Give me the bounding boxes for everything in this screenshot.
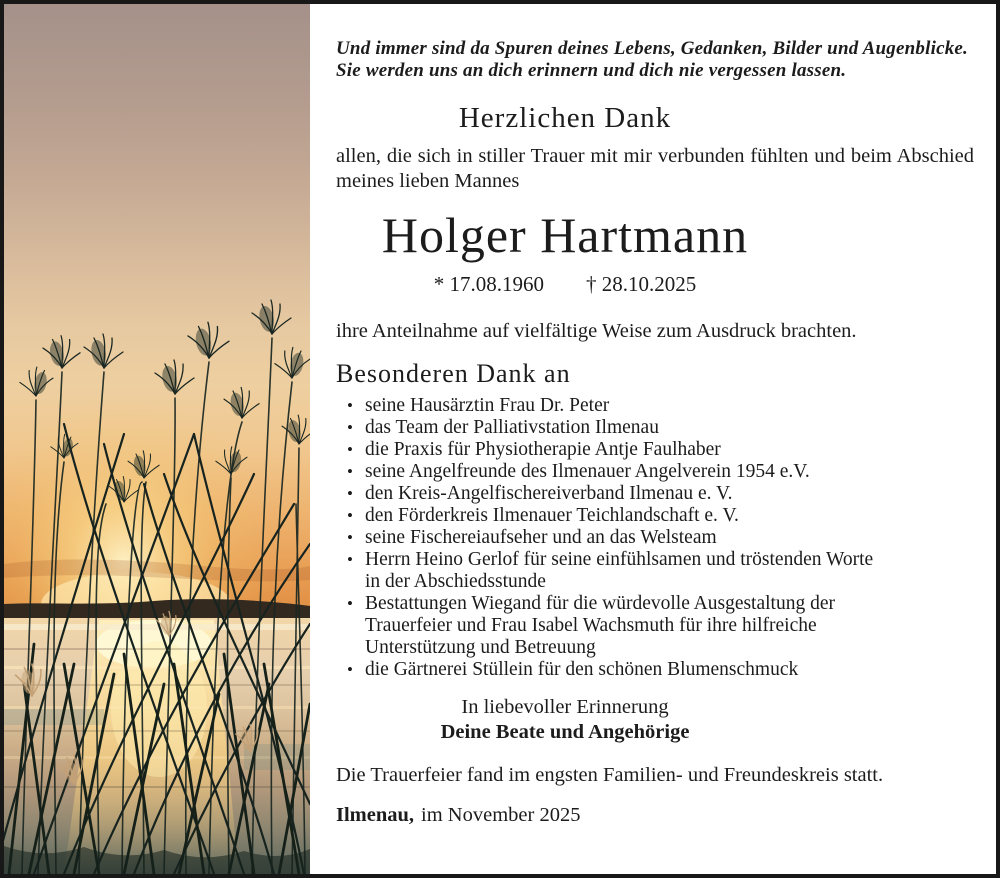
deceased-name: Holger Hartmann	[381, 207, 749, 263]
birth-date: * 17.08.1960	[433, 272, 544, 296]
family-line: Deine Beate und Angehörige	[440, 721, 690, 743]
place-name: Ilmenau,	[336, 804, 415, 826]
thanks-list-item: • die Praxis für Physiotherapie Antje Faulhaber	[347, 439, 876, 461]
thanks-list-item: • das Team der Palliativstation Ilmenau	[347, 417, 876, 439]
thanks-list-item: • seine Hausärztin Frau Dr. Peter	[347, 395, 876, 417]
life-dates	[336, 272, 794, 296]
sunset-reeds-photo	[4, 4, 310, 874]
outro-paragraph: ihre Anteilnahme auf vielfältige Weise zum Ausdruck brachten.	[336, 320, 857, 342]
date-line: im November 2025	[421, 804, 581, 826]
notice-content	[310, 4, 996, 874]
sunset-reeds-photo-svg	[4, 4, 310, 874]
place-date-line	[336, 803, 974, 828]
quote-line-2: Sie werden uns an dich erinnern und dich nie vergessen lassen.	[336, 60, 847, 81]
opening-quote	[336, 38, 974, 82]
thanks-list-item: • den Förderkreis Ilmenauer Teichlandschaft e. V.	[347, 505, 876, 527]
thanks-list-item: • seine Angelfreunde des Ilmenauer Angelverein 1954 e.V.	[347, 461, 876, 483]
thanks-heading: Herzlichen Dank	[458, 102, 672, 134]
death-date: † 28.10.2025	[586, 272, 697, 296]
quote-line-1: Und immer sind da Spuren deines Lebens, Gedanken, Bilder und Augenblicke.	[336, 38, 968, 59]
thanks-list-item: • die Gärtnerei Stüllein für den schönen Blumenschmuck	[347, 659, 876, 681]
thanks-list-item: • Bestattungen Wiegand für die würdevolle Ausgestaltung der Trauerfeier und Frau Isabel Wachsmuth für ihre hilfreiche Unterstützung und Betreuung	[347, 593, 876, 659]
thanks-list-item: • den Kreis-Angelfischereiverband Ilmenau e. V.	[347, 483, 876, 505]
thanks-list-item: • Herrn Heino Gerlof für seine einfühlsamen und tröstenden Worte in der Abschiedsstunde	[347, 549, 876, 593]
special-thanks-heading: Besonderen Dank an	[336, 359, 571, 388]
memory-line: In liebevoller Erinnerung	[461, 696, 669, 718]
thanks-list-item: • seine Fischereiaufseher und an das Welsteam	[347, 527, 876, 549]
funeral-line: Die Trauerfeier fand im engsten Familien- und Freundeskreis statt.	[336, 764, 884, 786]
intro-paragraph: allen, die sich in stiller Trauer mit mir verbunden fühlten und beim Abschied meines lieben Mannes	[336, 145, 974, 192]
thanks-list	[347, 395, 876, 681]
memory-block	[336, 695, 794, 745]
